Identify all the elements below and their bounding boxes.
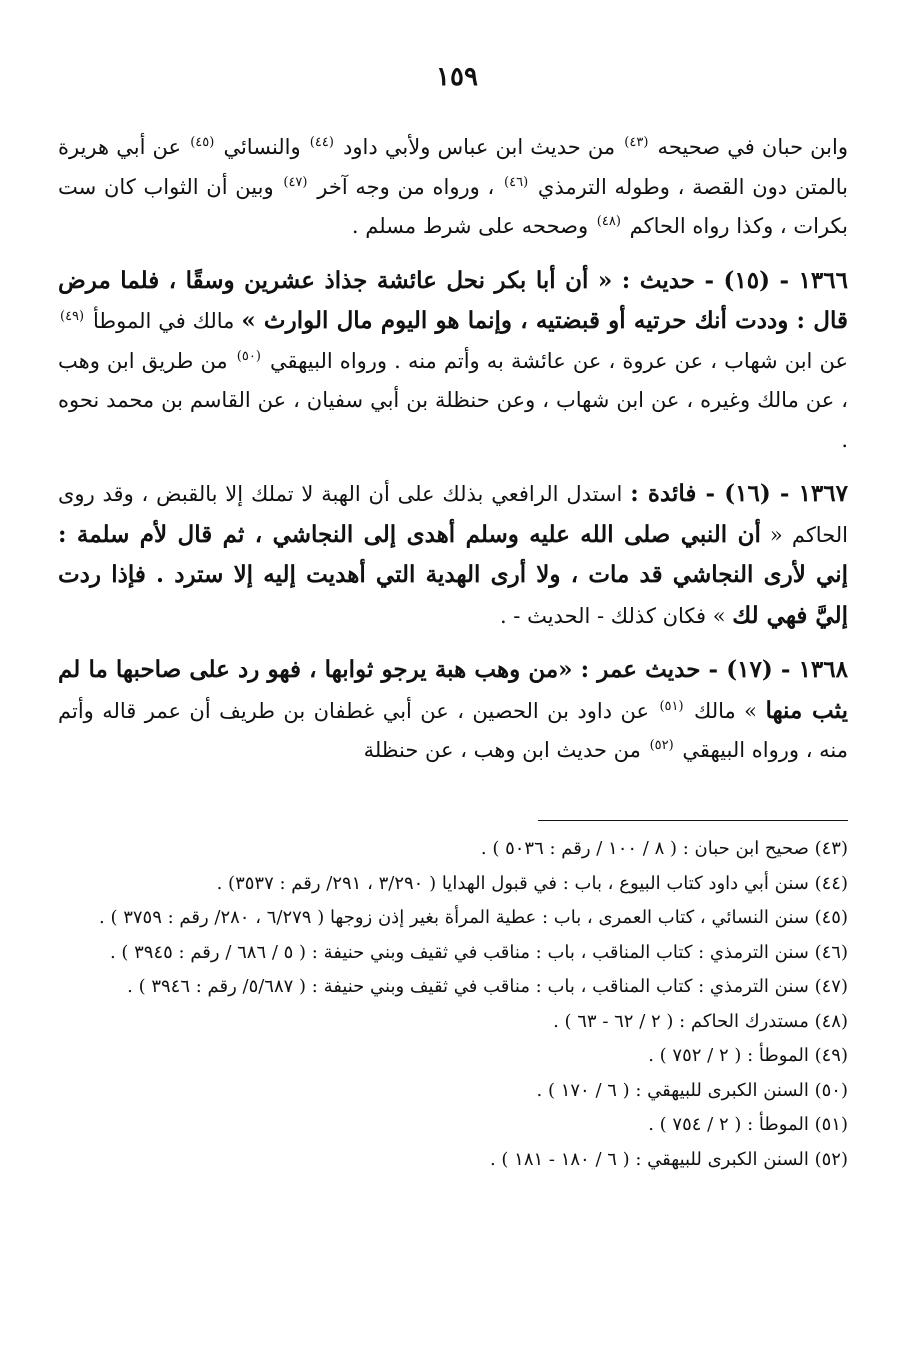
text-segment: وابن حبان في صحيحه <box>650 135 848 159</box>
text-segment: وصححه على شرط مسلم . <box>351 214 595 238</box>
footnote-ref-47: (٤٧) <box>283 174 308 190</box>
footnote-47: (٤٧) سنن الترمذي : كتاب المناقب ، باب : مناقب في ثقيف وبني حنيفة : ( ٥/٦٨٧/ رقم : ٣٩٤٦ ) . <box>127 976 848 997</box>
footnote-ref-49: (٤٩) <box>60 309 85 324</box>
text-segment: » فكان كذلك - الحديث - . <box>499 603 733 628</box>
footnote-50: (٥٠) السنن الكبرى للبيهقي : ( ٦ / ١٧٠ ) . <box>536 1079 848 1101</box>
footnote-ref-50: (٥٠) <box>236 348 261 364</box>
hadith-heading-1368: ١٣٦٨ - (١٧) - حديث عمر : « <box>558 656 848 683</box>
footnote-separator <box>538 820 848 821</box>
hadith-text-1367: أن النبي صلى الله عليه وسلم أهدى إلى النجاشي ، ثم قال لأم سلمة : إني لأرى النجاشي قد مات ، ولا أرى الهدية التي أهديت إليه إلا سترد . فإذا ردت إليَّ فهي لك <box>58 520 848 629</box>
footnotes <box>80 832 848 1177</box>
text-segment: » مالك <box>685 698 766 723</box>
text-segment: من حديث ابن عباس ولأبي داود <box>335 135 623 159</box>
hadith-heading-1367: ١٣٦٧ - (١٦) - فائدة : <box>630 480 848 507</box>
paragraph-hadith-1368 <box>58 650 848 771</box>
text-segment: والنسائي <box>216 135 308 159</box>
hadith-text-1368: من وهب هبة يرجو ثوابها ، فهو رد على صاحبها ما لم يثب منها <box>58 656 848 724</box>
footnote-43: (٤٣) صحيح ابن حبان : ( ٨ / ١٠٠ / رقم : ٥٠٣٦ ) . <box>480 838 848 859</box>
footnote-ref-48: (٤٨) <box>596 214 621 229</box>
footnote-48: (٤٨) مستدرك الحاكم : ( ٢ / ٦٢ - ٦٣ ) . <box>553 1010 848 1032</box>
main-text <box>58 128 848 771</box>
footnote-51: (٥١) الموطأ : ( ٢ / ٧٥٤ ) . <box>648 1114 848 1135</box>
footnote-ref-46: (٤٦) <box>504 174 529 190</box>
paragraph-1 <box>58 128 848 247</box>
text-segment: عن داود بن الحصين ، عن أبي غطفان بن طريف أن عمر قاله وأتم منه ، ورواه البيهقي <box>58 698 848 762</box>
paragraph-hadith-1367 <box>58 474 848 636</box>
footnote-ref-51: (٥١) <box>659 698 684 714</box>
text-segment: وبين أن الثواب كان ست بكرات ، وكذا رواه الحاكم <box>58 174 848 238</box>
footnote-ref-43: (٤٣) <box>624 135 649 150</box>
text-segment: ، ورواه من وجه آخر <box>309 174 503 199</box>
text-segment: عن أبي هريرة بالمتن دون القصة ، وطوله الترمذي <box>58 135 849 199</box>
text-segment: عن ابن شهاب ، عن عروة ، عن عائشة به وأتم منه . ورواه البيهقي <box>262 348 848 373</box>
hadith-heading-1366: ١٣٦٦ - (١٥) - حديث : « أن أبا بكر نحل عائشة جذاذ عشرين وسقًا ، فلما مرض قال : وددت أنك حرتيه أو قبضتيه ، وإنما هو اليوم مال الوارث » <box>58 266 848 334</box>
text-segment: استدل الرافعي بذلك على أن الهبة لا تملك إلا بالقبض ، وقد روى الحاكم « <box>58 482 848 547</box>
text-segment: من حديث ابن وهب ، عن حنظلة <box>363 738 648 762</box>
footnote-45: (٤٥) سنن النسائي ، كتاب العمرى ، باب : عطية المرأة بغير إذن زوجها ( ٦/٢٧٩ ، ٢٨٠/ رقم : ٣٧٥٩ ) . <box>99 907 848 928</box>
text-segment: من طريق ابن وهب ، عن مالك وغيره ، عن ابن شهاب ، وعن حنظلة بن أبي سفيان ، عن القاسم بن محمد نحوه . <box>58 348 848 452</box>
paragraph-hadith-1366 <box>58 261 848 461</box>
footnote-44: (٤٤) سنن أبي داود كتاب البيوع ، باب : في قبول الهدايا ( ٣/٢٩٠ ، ٢٩١/ رقم : ٣٥٣٧) . <box>216 872 848 894</box>
footnote-52: (٥٢) السنن الكبرى للبيهقي : ( ٦ / ١٨٠ - ١٨١ ) . <box>489 1148 848 1170</box>
footnote-ref-52: (٥٢) <box>649 738 674 753</box>
text-segment: مالك في الموطأ <box>86 309 242 333</box>
page-number: ١٥٩ <box>436 62 478 92</box>
footnote-ref-44: (٤٤) <box>309 135 334 150</box>
footnote-ref-45: (٤٥) <box>190 135 215 150</box>
footnote-49: (٤٩) الموطأ : ( ٢ / ٧٥٢ ) . <box>648 1045 848 1066</box>
footnote-46: (٤٦) سنن الترمذي : كتاب المناقب ، باب : مناقب في ثقيف وبني حنيفة : ( ٥ / ٦٨٦ / رقم : ٣٩٤٥ ) . <box>109 941 848 963</box>
